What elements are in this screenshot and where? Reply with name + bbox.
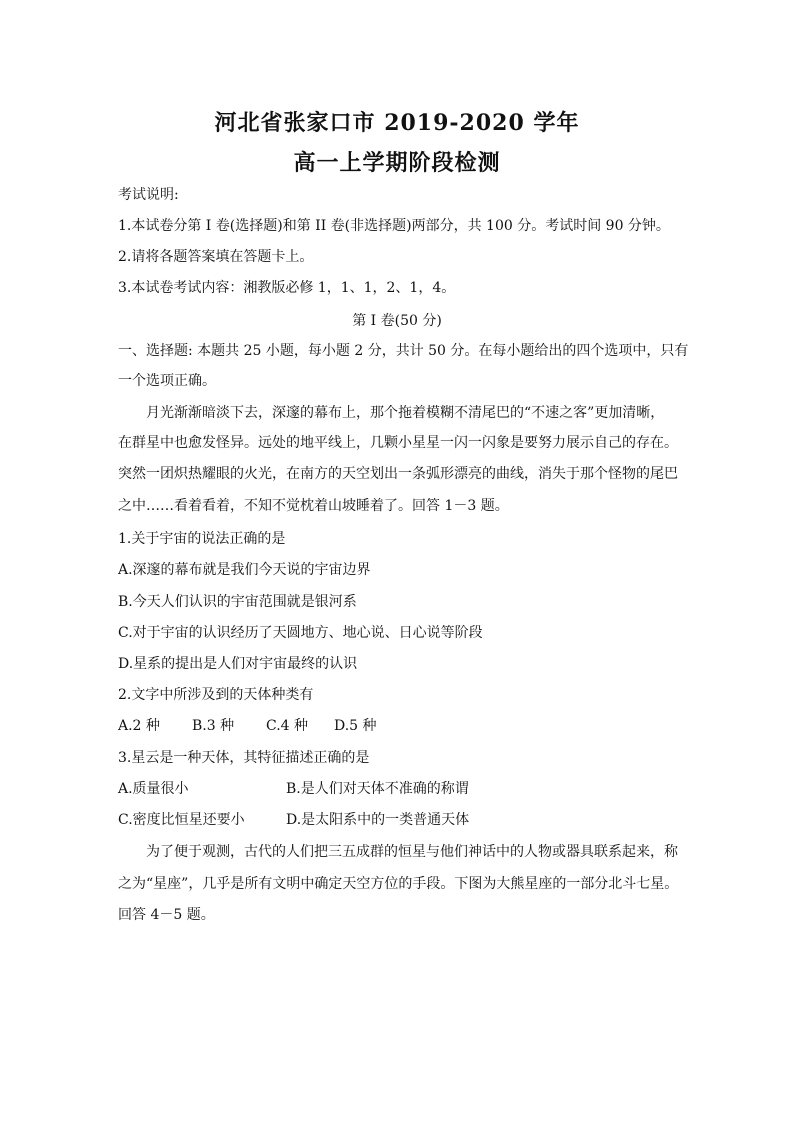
- question-option: A.2 种: [118, 718, 160, 734]
- section-intro: 一个选项正确。: [118, 373, 216, 389]
- question-option: A.深邃的幕布就是我们今天说的宇宙边界: [118, 562, 371, 578]
- instructions-heading: 考试说明:: [118, 187, 179, 203]
- question-option: D.5 种: [334, 718, 377, 734]
- instruction-item: 1.本试卷分第 I 卷(选择题)和第 II 卷(非选择题)两部分，共 100 分。考试时间 90 分钟。: [118, 218, 670, 234]
- exam-subtitle: 高一上学期阶段检测: [293, 150, 501, 176]
- exam-title: 河北省张家口市 2019-2020 学年: [214, 110, 580, 136]
- section-intro: 一、选择题: 本题共 25 小题，每小题 2 分，共计 50 分。在每小题给出的四个选项中，只有: [118, 343, 689, 359]
- passage-line: 之为“星座”，几乎是所有文明中确定天空方位的手段。下图为大熊星座的一部分北斗七星。: [118, 876, 679, 892]
- passage-line: 回答 4－5 题。: [118, 907, 215, 923]
- question-stem: 1.关于宇宙的说法正确的是: [118, 531, 286, 547]
- question-options-row: [118, 780, 538, 798]
- question-options-row: [118, 811, 538, 829]
- question-stem: 2.文字中所涉及到的天体种类有: [118, 687, 314, 703]
- instruction-item: 2.请将各题答案填在答题卡上。: [118, 249, 314, 265]
- question-options-row: [118, 717, 438, 735]
- question-option: B.今天人们认识的宇宙范围就是银河系: [118, 594, 357, 610]
- passage-line: 之中……看着看着，不知不觉枕着山坡睡着了。回答 1－3 题。: [118, 498, 509, 514]
- instruction-item: 3.本试卷考试内容：湘教版必修 1，1、1，2、1，4。: [118, 280, 456, 296]
- question-option: B.3 种: [192, 718, 235, 734]
- question-option: C.4 种: [266, 718, 309, 734]
- passage-line: 在群星中也愈发怪异。远处的地平线上，几颗小星星一闪一闪象是要努力展示自己的存在。: [118, 435, 678, 451]
- passage-line: 为了便于观测，古代的人们把三五成群的恒星与他们神话中的人物或器具联系起来，称: [146, 844, 678, 860]
- passage-line: 月光渐渐暗淡下去，深邃的幕布上，那个拖着模糊不清尾巴的“不速之客”更加清晰，: [146, 405, 665, 421]
- question-option: B.是人们对天体不准确的称谓: [286, 781, 469, 797]
- question-option: D.是太阳系中的一类普通天体: [286, 812, 470, 828]
- question-option: D.星系的提出是人们对宇宙最终的认识: [118, 656, 358, 672]
- passage-line: 突然一团炽热耀眼的火光，在南方的天空划出一条弧形漂亮的曲线，消失于那个怪物的尾巴: [118, 466, 678, 482]
- question-stem: 3.星云是一种天体，其特征描述正确的是: [118, 750, 370, 766]
- section-title: 第 I 卷(50 分): [352, 313, 442, 329]
- question-option: C.密度比恒星还要小: [118, 812, 245, 828]
- question-option: C.对于宇宙的认识经历了天圆地方、地心说、日心说等阶段: [118, 625, 483, 641]
- question-option: A.质量很小: [118, 781, 189, 797]
